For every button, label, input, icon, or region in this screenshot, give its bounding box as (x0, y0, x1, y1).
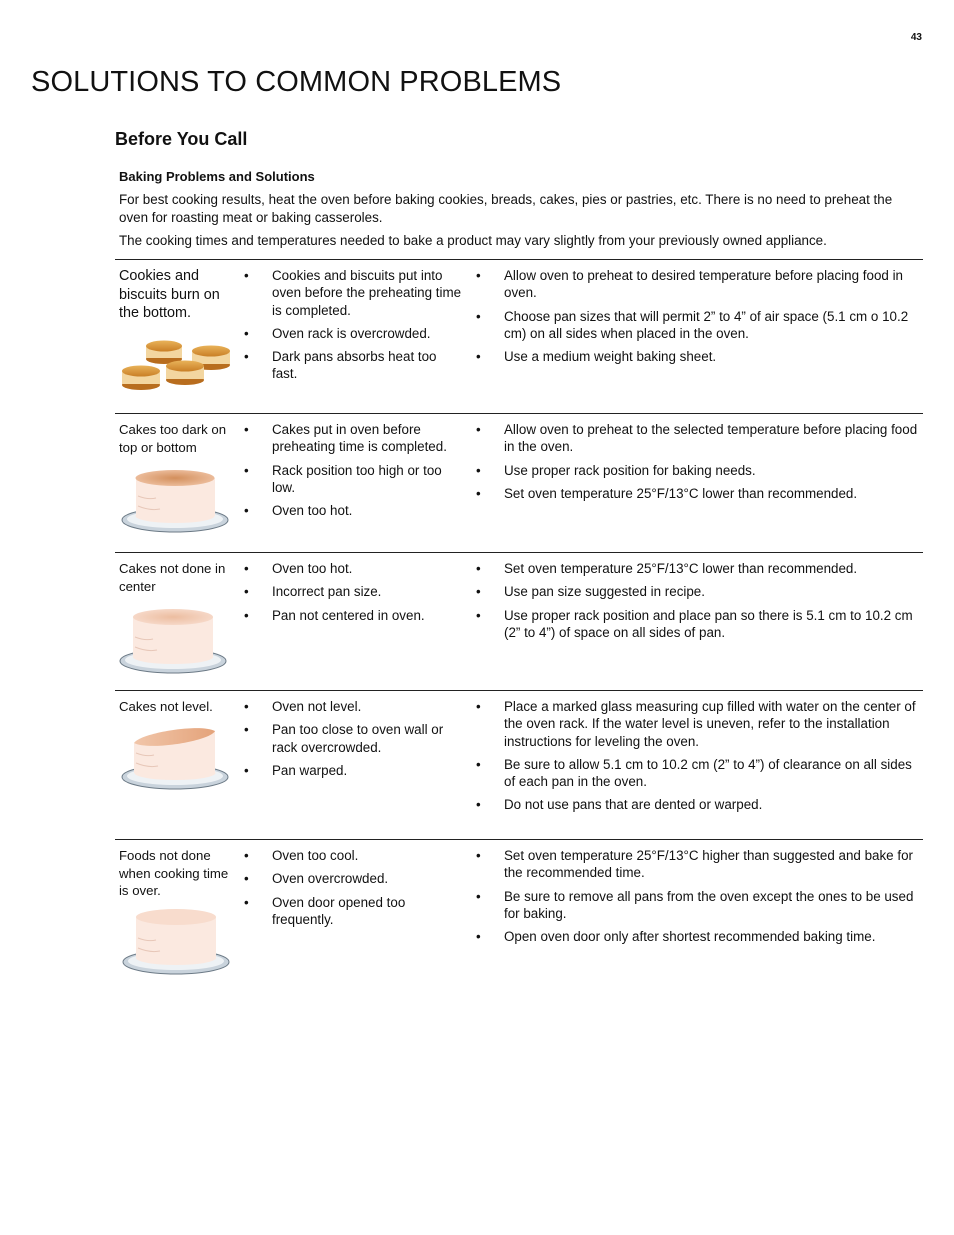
list-item: • Use a medium weight baking sheet. (476, 349, 717, 365)
problem-text: Cookies and biscuits burn on the bottom. (119, 268, 220, 321)
causes-list (241, 560, 463, 630)
list-item: • Oven rack is overcrowded. (244, 325, 431, 341)
cake-underdone-illustration (118, 607, 230, 677)
solutions-list (473, 847, 918, 951)
solutions-list (473, 698, 918, 820)
solutions-list (473, 267, 918, 371)
causes-list (241, 698, 463, 785)
intro-paragraph: For best cooking results, heat the oven before baking cookies, breads, cakes, pies or pastries, etc. There is no need to preheat the oven for roasting meat or baking casseroles. (119, 192, 893, 225)
list-item: • Do not use pans that are dented or warped. (476, 797, 763, 813)
list-item: • Open oven door only after shortest recommended baking time. (476, 929, 876, 945)
intro-paragraph: The cooking times and temperatures needed to bake a product may vary slightly from your previously owned appliance. (119, 233, 827, 248)
list-item: • Choose pan sizes that will permit 2” to 4” of air space (5.1 cm o 10.2 cm) on all sides when placed in the oven. (476, 308, 909, 341)
problem-row (115, 413, 923, 552)
list-item: • Cakes put in oven before preheating time is completed. (244, 422, 447, 455)
list-item: • Use pan size suggested in recipe. (476, 584, 705, 600)
list-item: • Set oven temperature 25°F/13°C higher than suggested and bake for the recommended time. (476, 848, 913, 881)
list-item: • Be sure to allow 5.1 cm to 10.2 cm (2” to 4”) of clearance on all sides of each pan in the oven. (476, 756, 912, 790)
list-item: • Oven door opened too frequently. (244, 894, 406, 927)
list-item: • Rack position too high or too low. (244, 462, 442, 495)
solutions-list (473, 421, 918, 508)
list-item: • Oven overcrowded. (244, 871, 389, 887)
list-item: • Use proper rack position for baking needs. (476, 462, 756, 478)
cookies-illustration (118, 338, 238, 396)
list-item: • Dark pans absorbs heat too fast. (244, 349, 437, 382)
causes-list (241, 847, 463, 934)
problem-row (115, 259, 923, 413)
list-item: • Pan not centered in oven. (244, 607, 425, 623)
problem-text: Foods not done when cooking time is over. (119, 848, 229, 898)
list-item: • Pan too close to oven wall or rack overcrowded. (244, 722, 444, 755)
list-item: • Set oven temperature 25°F/13°C lower than recommended. (476, 485, 858, 501)
list-item: • Oven too hot. (244, 503, 353, 519)
list-item: • Cookies and biscuits put into oven before the preheating time is completed. (244, 268, 462, 318)
problem-row (115, 552, 923, 690)
list-item: • Allow oven to preheat to desired temperature before placing food in oven. (476, 268, 903, 301)
list-item: • Pan warped. (244, 762, 348, 778)
subsection-heading: Baking Problems and Solutions (119, 169, 315, 184)
problem-text: Cakes too dark on top or bottom (119, 422, 227, 455)
page-number: 43 (910, 32, 922, 43)
list-item: • Be sure to remove all pans from the oven except the ones to be used for baking. (476, 888, 914, 921)
problem-text: Cakes not level. (119, 699, 213, 714)
causes-list (241, 267, 463, 389)
problem-row (115, 839, 923, 989)
list-item: • Oven too cool. (244, 848, 359, 863)
section-heading: Before You Call (115, 129, 248, 149)
page-title: SOLUTIONS TO COMMON PROBLEMS (31, 66, 562, 98)
solutions-list (473, 560, 918, 647)
causes-list (241, 421, 463, 525)
list-item: • Set oven temperature 25°F/13°C lower than recommended. (476, 561, 858, 576)
list-item: • Incorrect pan size. (244, 584, 382, 600)
list-item: • Oven too hot. (244, 561, 353, 576)
list-item: • Oven not level. (244, 699, 362, 714)
list-item: • Use proper rack position and place pan so there is 5.1 cm to 10.2 cm (2” to 4”) of space on all sides of pan. (476, 607, 913, 640)
list-item: • Allow oven to preheat to the selected temperature before placing food in the oven. (476, 422, 918, 455)
problem-row (115, 690, 923, 839)
cake-uneven-illustration (120, 721, 232, 793)
list-item: • Place a marked glass measuring cup filled with water on the center of the oven rack. If the water level is uneven, refer to the installation instructions for leveling the oven. (476, 699, 916, 749)
problem-text: Cakes not done in center (119, 561, 226, 594)
cake-dark-top-illustration (120, 468, 230, 538)
cake-pale-illustration (120, 908, 232, 980)
